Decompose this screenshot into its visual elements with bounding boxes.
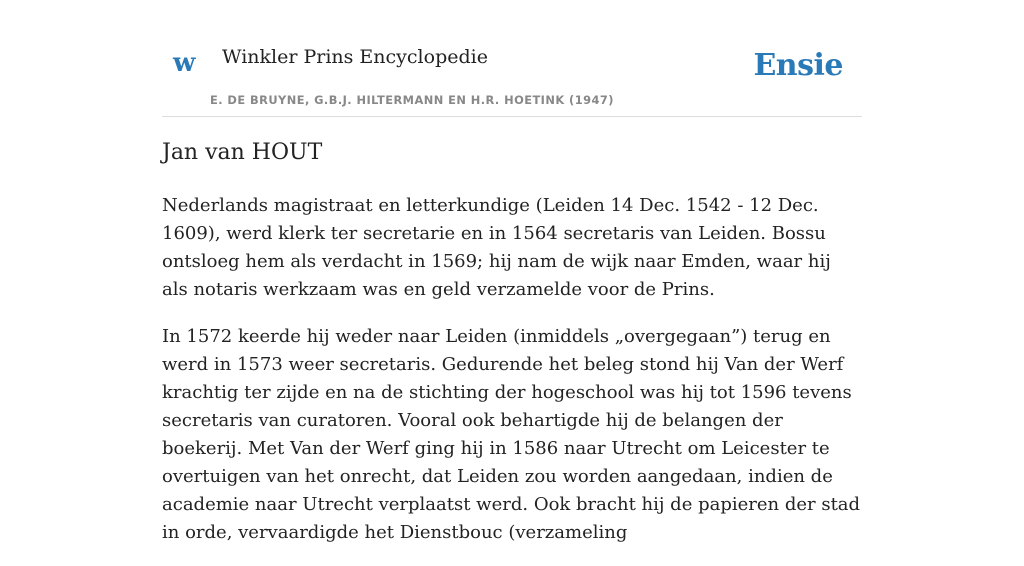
article-title: Jan van HOUT <box>162 140 323 165</box>
article-paragraph: Nederlands magistraat en letterkundige (Leiden 14 Dec. 1542 - 12 Dec. 1609), werd klerk ter secretarie en in 1564 secretaris van Leiden. Bossu ontsloeg hem als verdacht in 1569; hij nam de wijk naar Emden, waar hij als notaris werkzaam was en geld verzamelde voor de Prins. <box>162 195 831 300</box>
source-title[interactable]: Winkler Prins Encyclopedie <box>222 46 488 68</box>
article-paragraph: In 1572 keerde hij weder naar Leiden (inmiddels „overgegaan”) terug en werd in 1573 weer secretaris. Gedurende het beleg stond hij Van der Werf krachtig ter zijde en na de stichting der hogeschool was hij tot 1596 tevens secretaris van curatoren. Vooral ook behartigde hij de belangen der boekerij. Met Van der Werf ging hij in 1586 naar Utrecht om Leicester te overtuigen van het onrecht, dat Leiden zou worden aangedaan, indien de academie naar Utrecht verplaatst werd. Ook bracht hij de papieren der stad in orde, vervaardigde het Dienstbouc (verzameling <box>162 326 861 543</box>
article-body <box>162 192 862 566</box>
ensie-logo[interactable]: Ensie <box>753 48 843 83</box>
source-logo[interactable]: w <box>173 48 196 78</box>
page <box>162 0 862 543</box>
source-authors: E. DE BRUYNE, G.B.J. HILTERMANN EN H.R. HOETINK (1947) <box>210 93 614 107</box>
source-header <box>162 0 862 117</box>
